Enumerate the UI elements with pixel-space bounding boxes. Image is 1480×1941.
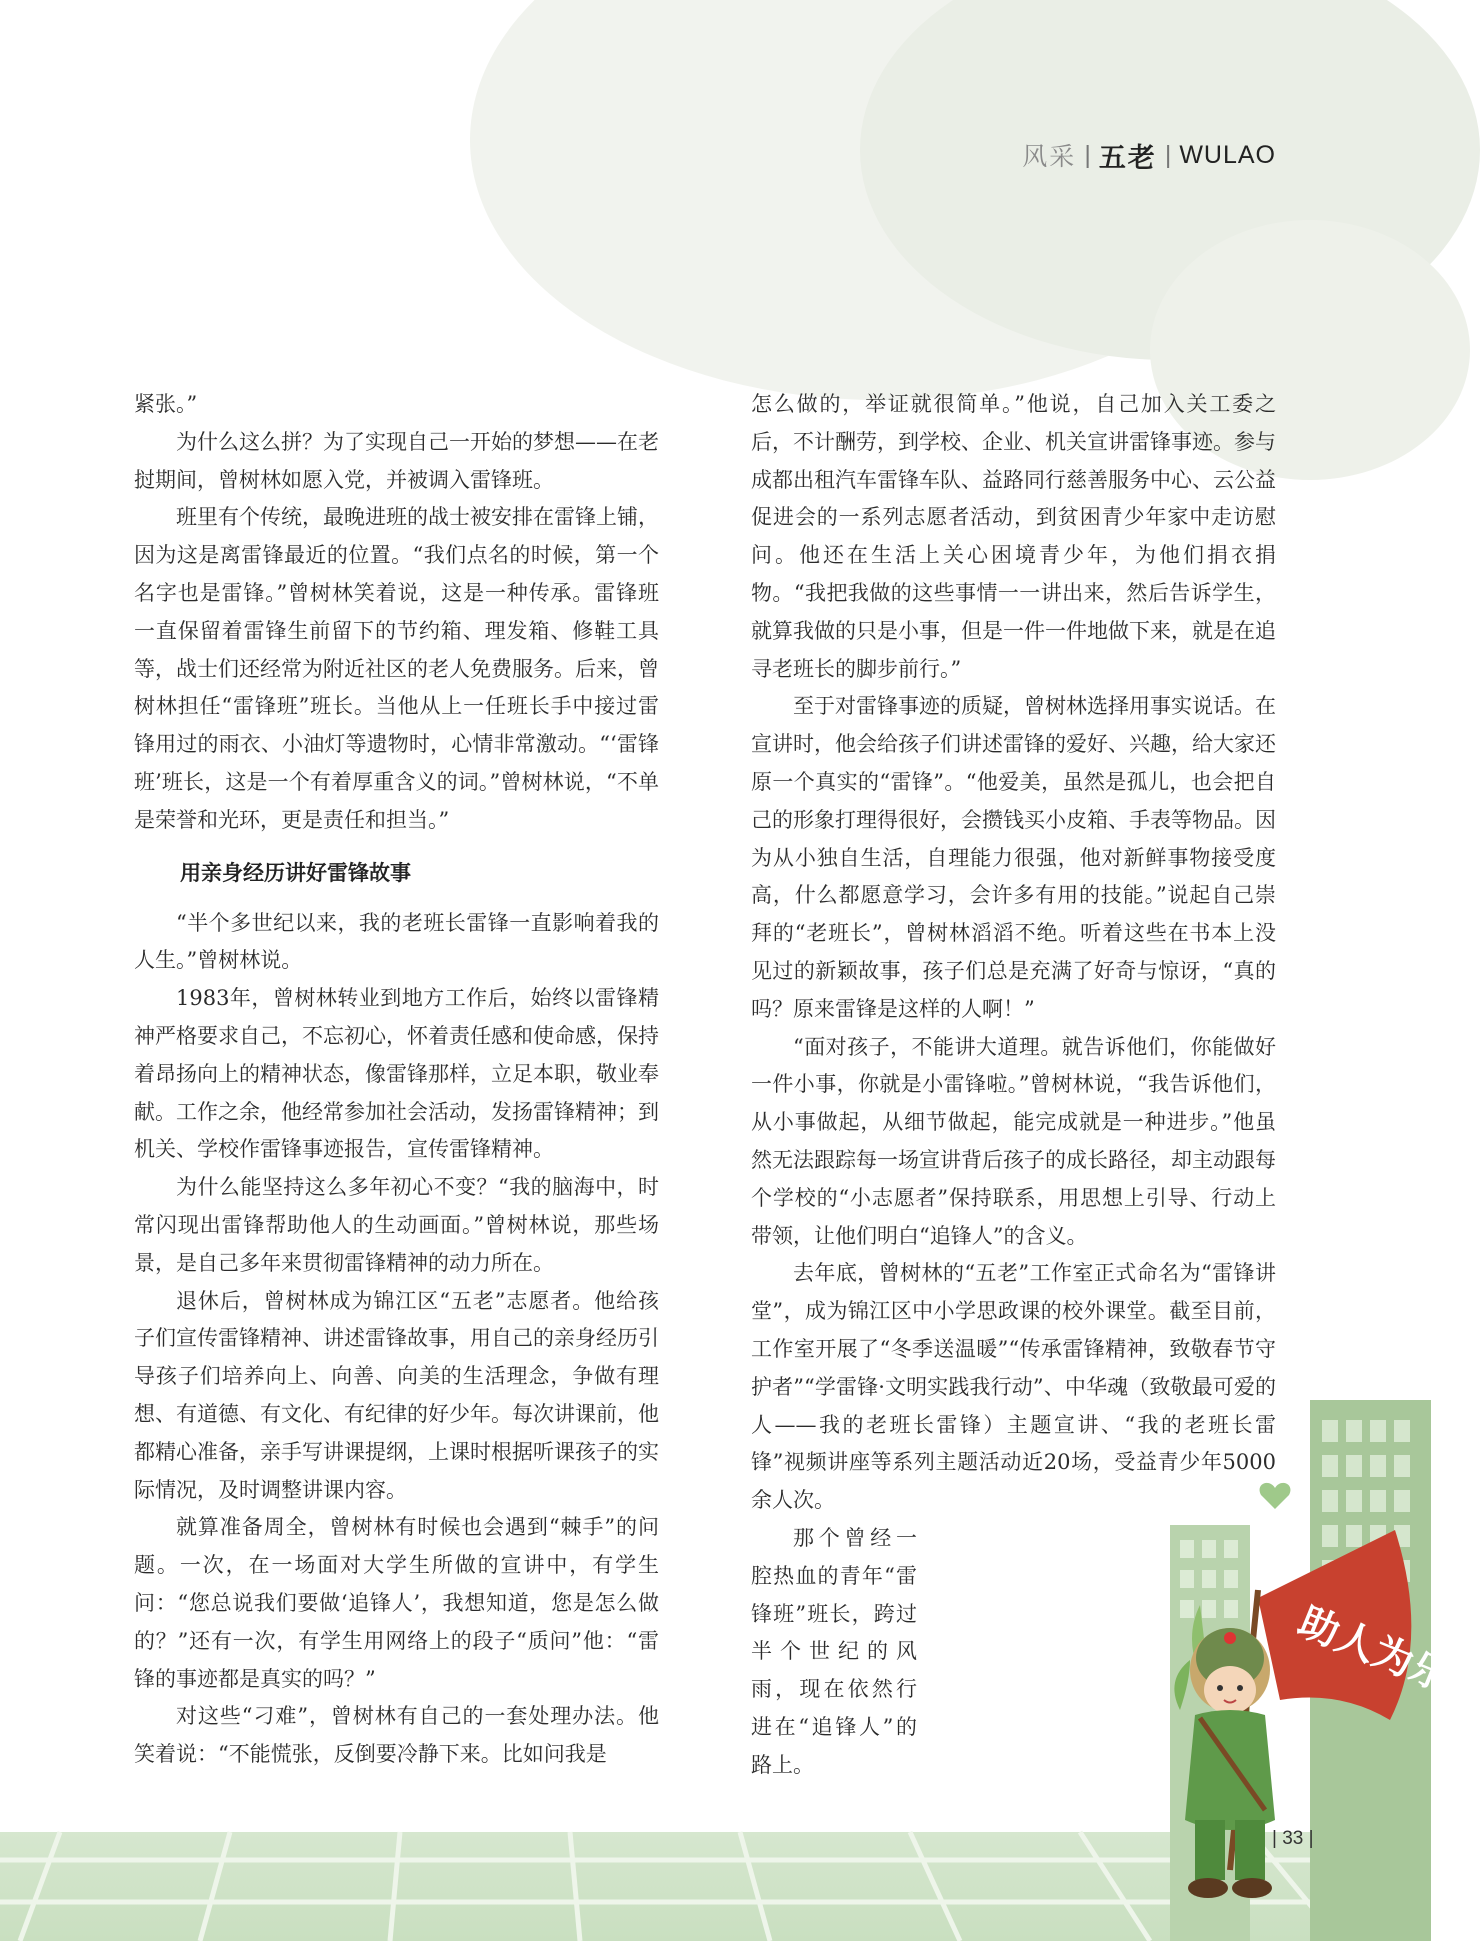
paragraph: “面对孩子，不能讲大道理。就告诉他们，你能做好一件小事，你就是小雷锋啦。”曾树林说，“我告诉他们，从小事做起，从细节做起，能完成就是一种进步。”他虽然无法跟踪每一场宣讲背后孩子的成长路径，却主动跟每个学校的“小志愿者”保持联系，用思想上引导、行动上带领，让他们明白“追锋人”的含义。	[751, 1034, 1276, 1248]
paragraph: 去年底，曾树林的“五老”工作室正式命名为“雷锋讲堂”，成为锦江区中小学思政课的校外课堂。截至目前，工作室开展了“冬季送温暖”“传承雷锋精神，致敬春节守护者”“学雷锋·文明实践我行动”、中华魂（致敬最可爱的人——我的老班长雷锋）主题宣讲、“我的老班长雷锋”视频讲座等系列主题活动近20场，受益青少年5000余人次。	[751, 1261, 1276, 1513]
paragraph: 对这些“刁难”，曾树林有自己的一套处理办法。他笑着说：“不能慌张，反倒要冷静下来。比如问我是	[134, 1704, 659, 1767]
paragraph: 1983年，曾树林转业到地方工作后，始终以雷锋精神严格要求自己，不忘初心，怀着责任感和使命感，保持着昂扬向上的精神状态，像雷锋那样，立足本职，敬业奉献。工作之余，他经常参加社会活动，发扬雷锋精神；到机关、学校作雷锋事迹报告，宣传雷锋精神。	[134, 986, 659, 1162]
left-column	[134, 386, 659, 1774]
paragraph: 怎么做的，举证就很简单。”他说，自己加入关工委之后，不计酬劳，到学校、企业、机关宣讲雷锋事迹。参与成都出租汽车雷锋车队、益路同行慈善服务中心、云公益促进会的一系列志愿者活动，到贫困青少年家中走访慰问。他还在生活上关心困境青少年，为他们捐衣捐物。“我把我做的这些事情一一讲出来，然后告诉学生，就算我做的只是小事，但是一件一件地做下来，就是在追寻老班长的脚步前行。”	[751, 392, 1276, 681]
paragraph: 班里有个传统，最晚进班的战士被安排在雷锋上铺，因为这是离雷锋最近的位置。“我们点名的时候，第一个名字也是雷锋。”曾树林笑着说，这是一种传承。雷锋班一直保留着雷锋生前留下的节约箱、理发箱、修鞋工具等，战士们还经常为附近社区的老人免费服务。后来，曾树林担任“雷锋班”班长。当他从上一任班长手中接过雷锋用过的雨衣、小油灯等遗物时，心情非常激动。“‘雷锋班’班长，这是一个有着厚重含义的词。”曾树林说，“不单是荣誉和光环，更是责任和担当。”	[134, 505, 659, 832]
page-header	[1022, 138, 1276, 172]
closing-paragraph: 那个曾经一腔热血的青年“雷锋班”班长，跨过半个世纪的风雨，现在依然行进在“追锋人”的路上。	[751, 1525, 917, 1777]
paragraph: “半个多世纪以来，我的老班长雷锋一直影响着我的人生。”曾树林说。	[134, 910, 659, 973]
column-english-name: WULAO	[1179, 140, 1276, 169]
paragraph: 退休后，曾树林成为锦江区“五老”志愿者。他给孩子们宣传雷锋精神、讲述雷锋故事，用自己的亲身经历引导孩子们培养向上、向善、向美的生活理念，争做有理想、有道德、有文化、有纪律的好少年。每次讲课前，他都精心准备，亲手写讲课提纲，上课时根据听课孩子的实际情况，及时调整讲课内容。	[134, 1288, 659, 1502]
header-separator: |	[1164, 140, 1172, 169]
paragraph: 为什么能坚持这么多年初心不变？“我的脑海中，时常闪现出雷锋帮助他人的生动画面。”曾树林说，那些场景，是自己多年来贯彻雷锋精神的动力所在。	[134, 1175, 659, 1275]
paragraph: 至于对雷锋事迹的质疑，曾树林选择用事实说话。在宣讲时，他会给孩子们讲述雷锋的爱好、兴趣，给大家还原一个真实的“雷锋”。“他爱美，虽然是孤儿，也会把自己的形象打理得很好，会攒钱买小皮箱、手表等物品。因为从小独自生活，自理能力很强，他对新鲜事物接受度高，什么都愿意学习，会许多有用的技能。”说起自己崇拜的“老班长”，曾树林滔滔不绝。听着这些在书本上没见过的新颖故事，孩子们总是充满了好奇与惊讶，“真的吗？原来雷锋是这样的人啊！”	[751, 694, 1276, 1021]
section-heading: 用亲身经历讲好雷锋故事	[180, 860, 411, 885]
paragraph: 就算准备周全，曾树林有时候也会遇到“棘手”的问题。一次，在一场面对大学生所做的宣讲中，有学生问：“您总说我们要做‘追锋人’，我想知道，您是怎么做的？”还有一次，有学生用网络上的段子“质问”他：“雷锋的事迹都是真实的吗？”	[134, 1515, 659, 1691]
section-category: 风采	[1022, 142, 1077, 171]
page-number: | 33 |	[1272, 1828, 1314, 1849]
lei-feng-illustration	[1140, 1400, 1458, 1941]
column-brand: 五老	[1098, 142, 1157, 174]
banner-text: 助人为乐	[1291, 1598, 1458, 1702]
paragraph: 为什么这么拼？为了实现自己一开始的梦想——在老挝期间，曾树林如愿入党，并被调入雷锋班。	[134, 429, 659, 492]
header-separator: |	[1084, 140, 1091, 169]
paragraph: 紧张。”	[134, 392, 198, 416]
